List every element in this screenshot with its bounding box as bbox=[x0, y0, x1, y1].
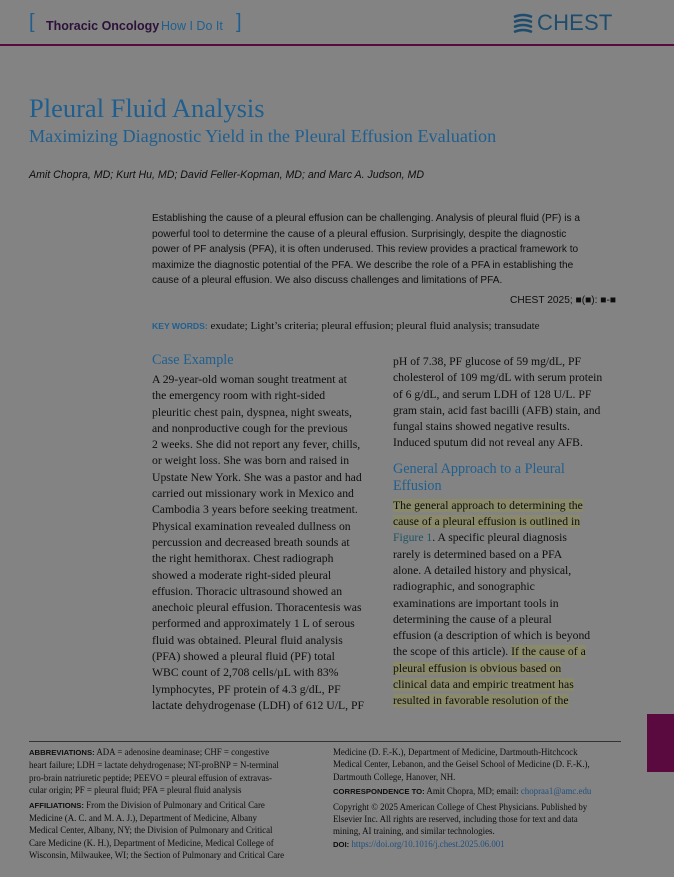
approach-text: . A specific pleural diagnosis bbox=[432, 531, 567, 545]
section-label[interactable]: Thoracic Oncology bbox=[46, 19, 160, 33]
approach-line: effusion (a description of which is beyond bbox=[393, 629, 591, 643]
highlight: clinical data and empiric treatment has bbox=[393, 678, 574, 692]
abstract-line: power of PF analysis (PFA), it is often underused. This review provides a practical framework to bbox=[152, 244, 579, 255]
case-heading: Case Example bbox=[152, 352, 234, 368]
article-title: Pleural Fluid Analysis bbox=[29, 93, 265, 123]
case-line: of 6 g/dL, and serum LDH of 128 U/L. PF bbox=[393, 387, 592, 401]
case-line: effusion. Thoracic ultrasound showed an bbox=[152, 584, 343, 598]
case-line: carried out missionary work in Mexico and bbox=[152, 487, 354, 501]
abstract-line: maximize the diagnostic potential of the PFA. We describe the role of a PFA in establishing the bbox=[152, 259, 574, 271]
abbreviations-line: pro-brain natriuretic peptide; PEEVO = pleural effusion of extravas- bbox=[29, 772, 272, 783]
copyright-line: Copyright © 2025 American College of Chest Physicians. Published by bbox=[333, 801, 588, 812]
affiliations-line: Dartmouth College, Hanover, NH. bbox=[333, 771, 456, 782]
affiliations-line: Medicine (D. F.-K.), Department of Medicine, Dartmouth-Hitchcock bbox=[333, 747, 578, 757]
logo-text: CHEST bbox=[537, 10, 613, 35]
left-column bbox=[152, 352, 364, 714]
chest-logo[interactable] bbox=[512, 12, 616, 34]
citation: CHEST 2025; ■(■): ■-■ bbox=[510, 295, 616, 306]
approach-line bbox=[393, 677, 602, 693]
highlight: If the cause of a bbox=[511, 645, 586, 659]
affiliations-line: Medical Center, Albany, NY; the Division of Pulmonary and Critical bbox=[29, 825, 273, 836]
case-line: and nonproductive cough for the previous bbox=[152, 421, 348, 435]
doi-link[interactable]: https://doi.org/10.1016/j.chest.2025.06.001 bbox=[349, 838, 505, 849]
abstract-line: Establishing the cause of a pleural effusion can be challenging. Analysis of pleural fluid (PF) is a bbox=[152, 213, 580, 224]
abstract-line: powerful tool to determine the cause of a pleural effusion. Surprisingly, despite the diagnostic bbox=[152, 228, 567, 240]
case-line: cholesterol of 109 mg/dL with serum protein bbox=[393, 371, 603, 385]
left-bracket-icon: [ bbox=[29, 11, 35, 33]
case-line: pleuritic chest pain, dyspnea, night sweats, bbox=[152, 405, 352, 419]
abbreviations-label: ABBREVIATIONS: bbox=[29, 748, 95, 757]
copyright-line: Elsevier Inc. All rights are reserved, including those for text and data bbox=[333, 814, 578, 825]
approach-heading-cont: Effusion bbox=[393, 477, 442, 494]
case-line: 2 weeks. She did not report any fever, chills, bbox=[152, 438, 361, 452]
case-line: the right hemithorax. Chest radiograph bbox=[152, 552, 334, 566]
keywords bbox=[152, 320, 540, 332]
abstract bbox=[152, 211, 618, 289]
abbreviations-line: heart failure; LDH = lactate dehydrogenase; NT-proBNP = N-terminal bbox=[29, 760, 279, 771]
author-list: Amit Chopra, MD; Kurt Hu, MD; David Feller-Kopman, MD; and Marc A. Judson, MD bbox=[29, 169, 425, 181]
chest-logo-icon bbox=[512, 13, 534, 33]
affiliations-label: AFFILIATIONS: bbox=[29, 800, 84, 810]
footnotes-left bbox=[29, 746, 317, 862]
right-column bbox=[393, 354, 602, 710]
keywords-text: exudate; Light’s criteria; pleural effusion; pleural fluid analysis; transudate bbox=[210, 320, 540, 332]
case-line: gram stain, acid fast bacilli (AFB) stain, and bbox=[393, 403, 601, 417]
case-line: lymphocytes, PF protein of 4.3 g/dL, PF bbox=[152, 682, 341, 696]
approach-line: determining the cause of a pleural bbox=[393, 612, 552, 626]
abbreviations-text: ADA = adenosine deaminase; CHF = congestive bbox=[94, 747, 270, 757]
subsection-label[interactable]: How I Do It bbox=[161, 19, 223, 33]
abstract-line: cause of a pleural effusion. We also discuss challenges and limitations of PFA. bbox=[152, 275, 503, 286]
case-line: Cambodia 3 years before seeking treatment. bbox=[152, 503, 358, 517]
approach-line bbox=[393, 530, 602, 546]
approach-text: the scope of this article). bbox=[393, 645, 512, 659]
case-line: performed and approximately 1 L of serous bbox=[152, 617, 355, 631]
case-line: Induced sputum did not reveal any AFB. bbox=[393, 436, 583, 450]
case-line: showed a moderate right-sided pleural bbox=[152, 568, 332, 582]
case-line: fungal stains showed negative results. bbox=[393, 420, 570, 434]
doi-label: DOI: bbox=[333, 839, 350, 849]
affiliations-line: Wisconsin, Milwaukee, WI; the Section of Pulmonary and Critical Care bbox=[29, 850, 285, 861]
right-bracket-icon: ] bbox=[236, 11, 242, 33]
side-tab[interactable] bbox=[647, 714, 674, 772]
case-line: A 29-year-old woman sought treatment at bbox=[152, 373, 347, 386]
case-line: pH of 7.38, PF glucose of 59 mg/dL, PF bbox=[393, 355, 581, 368]
case-line: anechoic pleural effusion. Thoracentesis was bbox=[152, 601, 362, 615]
email-link[interactable]: chopraa1@amc.edu bbox=[520, 786, 592, 797]
abbreviations-line: cular origin; PF = pleural fluid; PFA = pleural fluid analysis bbox=[29, 785, 242, 796]
affiliations-line: Medical Center, Lebanon, and the Geisel School of Medicine (D. F.-K.), bbox=[333, 759, 590, 770]
case-line: lactate dehydrogenase (LDH) of 612 U/L, PF bbox=[152, 698, 364, 712]
affiliations-line: Medicine (A. C. and M. A. J.), Department of Medicine, Albany bbox=[29, 813, 257, 824]
figure-1-link[interactable]: Figure 1 bbox=[393, 531, 433, 545]
highlight: resulted in favorable resolution of the bbox=[393, 694, 569, 708]
approach-line: examinations are important tools in bbox=[393, 596, 559, 610]
correspondence bbox=[333, 785, 623, 798]
case-line: percussion and decreased breath sounds at bbox=[152, 535, 350, 549]
footnotes-right bbox=[333, 746, 623, 851]
approach-line bbox=[393, 498, 602, 514]
affiliations-text: From the Division of Pulmonary and Critical Care bbox=[83, 799, 265, 810]
approach-heading: General Approach to a Pleural bbox=[393, 460, 565, 477]
highlight: cause of a pleural effusion is outlined in bbox=[393, 515, 581, 529]
case-line: fluid was obtained. Pleural fluid analysis bbox=[152, 633, 343, 647]
approach-line: radiographic, and sonographic bbox=[393, 580, 535, 594]
correspondence-text: Amit Chopra, MD; email: bbox=[424, 786, 521, 797]
copyright-line: mining, AI training, and similar technologies. bbox=[333, 826, 495, 837]
article-subtitle: Maximizing Diagnostic Yield in the Pleural Effusion Evaluation bbox=[29, 126, 497, 146]
case-line: the emergency room with right-sided bbox=[152, 389, 326, 403]
correspondence-label: CORRESPONDENCE TO: bbox=[333, 787, 425, 797]
highlight: The general approach to determining the bbox=[393, 498, 583, 512]
highlight: pleural effusion is obvious based on bbox=[393, 661, 562, 675]
keywords-label: KEY WORDS: bbox=[152, 321, 208, 331]
approach-line bbox=[393, 644, 602, 660]
case-line: Upstate New York. She was a pastor and had bbox=[152, 470, 362, 484]
affiliations-line: Care Medicine (K. H.), Department of Medicine, Medical College of bbox=[29, 837, 274, 848]
approach-line: rarely is determined based on a PFA bbox=[393, 547, 563, 561]
approach-line: alone. A detailed history and physical, bbox=[393, 563, 572, 577]
abbreviations bbox=[29, 746, 317, 759]
doi bbox=[333, 838, 623, 851]
approach-line bbox=[393, 661, 602, 677]
approach-line bbox=[393, 514, 602, 530]
case-line: (PFA) showed a pleural fluid (PF) total bbox=[152, 650, 335, 664]
case-line: WBC count of 2,708 cells/µL with 83% bbox=[152, 666, 339, 680]
affiliations bbox=[29, 799, 317, 812]
case-line: or weight loss. She was born and raised in bbox=[152, 454, 350, 468]
footnote-divider bbox=[29, 741, 621, 742]
approach-line bbox=[393, 693, 602, 709]
journal-header bbox=[0, 0, 674, 46]
case-line: Physical examination revealed dullness on bbox=[152, 519, 351, 533]
